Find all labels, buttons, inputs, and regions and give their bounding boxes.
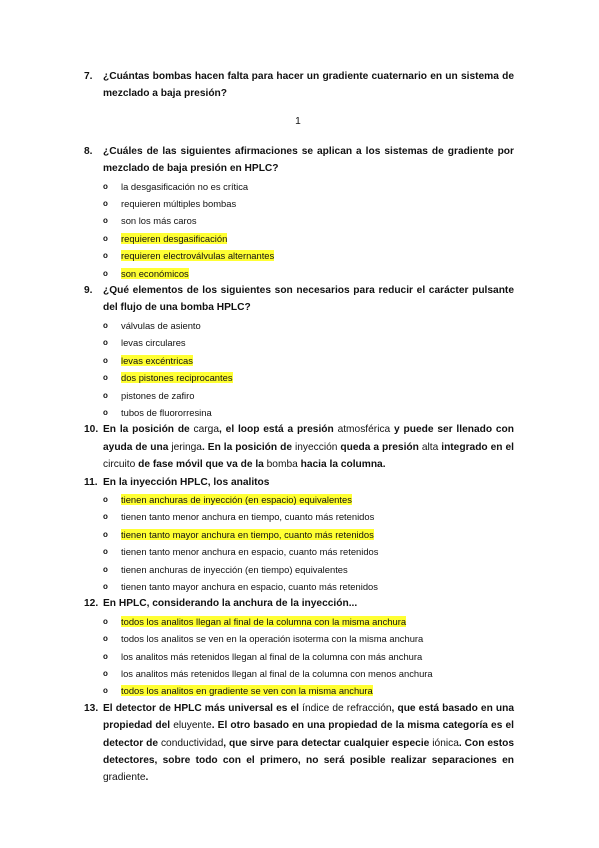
circle-bullet-icon: o bbox=[103, 355, 108, 365]
text-segment: , el loop está a presión bbox=[219, 424, 338, 436]
option-item bbox=[103, 561, 514, 578]
question-prompt: En la inyección HPLC, los analitos bbox=[103, 476, 270, 488]
option-item bbox=[103, 543, 514, 560]
options-list bbox=[82, 491, 514, 595]
option-item bbox=[103, 265, 514, 282]
circle-bullet-icon: o bbox=[103, 251, 108, 261]
highlighted-option-text: son económicos bbox=[121, 267, 189, 279]
circle-bullet-icon: o bbox=[103, 651, 108, 661]
question-number: 8. bbox=[84, 145, 93, 157]
question bbox=[82, 595, 514, 699]
circle-bullet-icon: o bbox=[103, 407, 108, 417]
quiz-content bbox=[82, 68, 514, 787]
question-text bbox=[82, 68, 514, 103]
circle-bullet-icon: o bbox=[103, 634, 108, 644]
question bbox=[82, 700, 514, 787]
option-text: los analitos más retenidos llegan al final de la columna con menos anchura bbox=[121, 668, 433, 679]
question bbox=[82, 282, 514, 421]
options-list bbox=[82, 178, 514, 282]
option-item bbox=[103, 648, 514, 665]
text-segment: jeringa bbox=[171, 441, 202, 453]
highlighted-option-text: tienen tanto mayor anchura en tiempo, cuanto más retenidos bbox=[121, 528, 374, 540]
option-item bbox=[103, 578, 514, 595]
option-item bbox=[103, 230, 514, 247]
text-segment: iónica bbox=[432, 737, 459, 749]
question bbox=[82, 474, 514, 596]
circle-bullet-icon: o bbox=[103, 373, 108, 383]
circle-bullet-icon: o bbox=[103, 529, 108, 539]
question bbox=[82, 68, 514, 130]
option-item bbox=[103, 352, 514, 369]
text-segment: atmosférica bbox=[337, 424, 391, 436]
option-item bbox=[103, 369, 514, 386]
option-text: requieren múltiples bombas bbox=[121, 198, 237, 210]
highlighted-option-text: requieren desgasificación bbox=[121, 232, 228, 244]
question-number: 7. bbox=[84, 71, 93, 82]
circle-bullet-icon: o bbox=[103, 581, 108, 591]
option-item bbox=[103, 682, 514, 699]
circle-bullet-icon: o bbox=[103, 199, 108, 209]
option-item bbox=[103, 526, 514, 543]
text-segment: conductividad bbox=[160, 737, 224, 749]
question-number: 11. bbox=[84, 476, 98, 488]
circle-bullet-icon: o bbox=[103, 320, 108, 330]
option-item bbox=[103, 491, 514, 508]
highlighted-option-text: tienen anchuras de inyección (en espacio) equivalentes bbox=[121, 493, 352, 505]
question-text bbox=[82, 595, 514, 612]
text-segment: , que está basado en una propiedad del bbox=[103, 702, 514, 732]
option-item bbox=[103, 178, 514, 195]
option-text: todos los analitos se ven en la operación isoterma con la misma anchura bbox=[121, 633, 424, 645]
answer-text: 1 bbox=[295, 115, 301, 127]
text-segment: En la posición de bbox=[103, 424, 194, 436]
question-prompt: ¿Cuáles de las siguientes afirmaciones se aplican a los sistemas de gradiente por mezclado de baja presión en HPLC? bbox=[103, 145, 514, 175]
circle-bullet-icon: o bbox=[103, 390, 108, 400]
circle-bullet-icon: o bbox=[103, 338, 108, 348]
option-text: la desgasificación no es crítica bbox=[121, 180, 249, 192]
text-segment: queda a presión bbox=[337, 441, 422, 453]
option-text: válvulas de asiento bbox=[121, 319, 201, 331]
text-segment: . Con estos detectores, sobre todo con el primero, no será posible realizar separaciones en bbox=[103, 737, 514, 767]
question-text bbox=[82, 143, 514, 178]
question-prompt: ¿Qué elementos de los siguientes son necesarios para reducir el carácter pulsante del flujo de una bomba HPLC? bbox=[103, 285, 514, 314]
options-list bbox=[82, 317, 514, 421]
option-text: tienen anchuras de inyección (en tiempo) equivalentes bbox=[121, 563, 348, 575]
option-item bbox=[103, 334, 514, 351]
option-text: son los más caros bbox=[121, 215, 197, 227]
question-prompt: ¿Cuántas bombas hacen falta para hacer un gradiente cuaternario en un sistema de mezclado a baja presión? bbox=[103, 71, 514, 100]
circle-bullet-icon: o bbox=[103, 268, 108, 278]
question-number: 12. bbox=[84, 598, 99, 610]
question-text bbox=[82, 700, 514, 787]
question-text bbox=[82, 474, 514, 491]
text-segment: , que sirve para detectar cualquier especie bbox=[223, 737, 433, 749]
question-number: 13. bbox=[84, 702, 99, 714]
circle-bullet-icon: o bbox=[103, 547, 108, 557]
circle-bullet-icon: o bbox=[103, 512, 108, 522]
text-segment: y puede ser llenado con ayuda de una bbox=[103, 424, 515, 453]
text-segment: . bbox=[145, 772, 149, 784]
highlighted-option-text: todos los analitos llegan al final de la columna con la misma anchura bbox=[121, 615, 407, 627]
circle-bullet-icon: o bbox=[103, 616, 108, 626]
circle-bullet-icon: o bbox=[103, 669, 108, 678]
circle-bullet-icon: o bbox=[103, 686, 108, 696]
question-text bbox=[82, 282, 514, 317]
option-item bbox=[103, 387, 514, 404]
highlighted-option-text: requieren electroválvulas alternantes bbox=[121, 250, 275, 262]
text-segment: inyección bbox=[294, 441, 338, 453]
circle-bullet-icon: o bbox=[103, 564, 108, 574]
text-segment: hacia la columna. bbox=[297, 459, 386, 471]
circle-bullet-icon: o bbox=[103, 216, 108, 226]
option-item bbox=[103, 404, 514, 421]
circle-bullet-icon: o bbox=[103, 233, 108, 243]
question-text bbox=[82, 421, 514, 473]
option-item bbox=[103, 665, 514, 682]
option-text: tienen tanto menor anchura en espacio, cuanto más retenidos bbox=[121, 546, 379, 558]
text-segment: índice de refracción bbox=[302, 702, 392, 714]
text-segment: El detector de HPLC más universal es el bbox=[103, 702, 303, 714]
option-item bbox=[103, 508, 514, 525]
question-prompt: En HPLC, considerando la anchura de la inyección... bbox=[103, 598, 358, 610]
question-number: 10. bbox=[84, 424, 99, 436]
option-text: pistones de zafiro bbox=[121, 389, 195, 401]
option-text: tubos de fluororresina bbox=[121, 406, 212, 418]
text-segment: eluyente bbox=[173, 720, 212, 732]
highlighted-option-text: todos los analitos en gradiente se ven con la misma anchura bbox=[121, 685, 373, 697]
option-item bbox=[103, 195, 514, 212]
option-item bbox=[103, 247, 514, 264]
option-text: levas circulares bbox=[121, 337, 186, 349]
option-text: tienen tanto mayor anchura en espacio, cuanto más retenidos bbox=[121, 580, 378, 592]
text-segment: carga bbox=[193, 424, 220, 436]
option-item bbox=[103, 613, 514, 630]
highlighted-option-text: dos pistones reciprocantes bbox=[121, 372, 233, 384]
option-item bbox=[103, 317, 514, 334]
text-segment: de fase móvil que va de la bbox=[135, 459, 267, 471]
options-list bbox=[82, 613, 514, 700]
text-segment: integrado en el bbox=[438, 441, 514, 453]
circle-bullet-icon: o bbox=[103, 181, 108, 191]
highlighted-option-text: levas excéntricas bbox=[121, 354, 193, 366]
circle-bullet-icon: o bbox=[103, 494, 108, 504]
question-number: 9. bbox=[84, 285, 93, 297]
option-text: los analitos más retenidos llegan al final de la columna con más anchura bbox=[121, 650, 423, 662]
text-segment: . En la posición de bbox=[201, 441, 295, 453]
option-item bbox=[103, 212, 514, 229]
text-segment: . El otro basado en una propiedad de la misma categoría es el detector de bbox=[103, 720, 514, 749]
text-segment: alta bbox=[421, 441, 439, 453]
question bbox=[82, 421, 514, 473]
option-item bbox=[103, 630, 514, 647]
text-segment: circuito bbox=[103, 459, 136, 471]
text-segment: gradiente bbox=[103, 772, 146, 784]
option-text: tienen tanto menor anchura en tiempo, cuanto más retenidos bbox=[121, 511, 375, 523]
question bbox=[82, 143, 514, 282]
text-segment: bomba bbox=[266, 459, 298, 471]
